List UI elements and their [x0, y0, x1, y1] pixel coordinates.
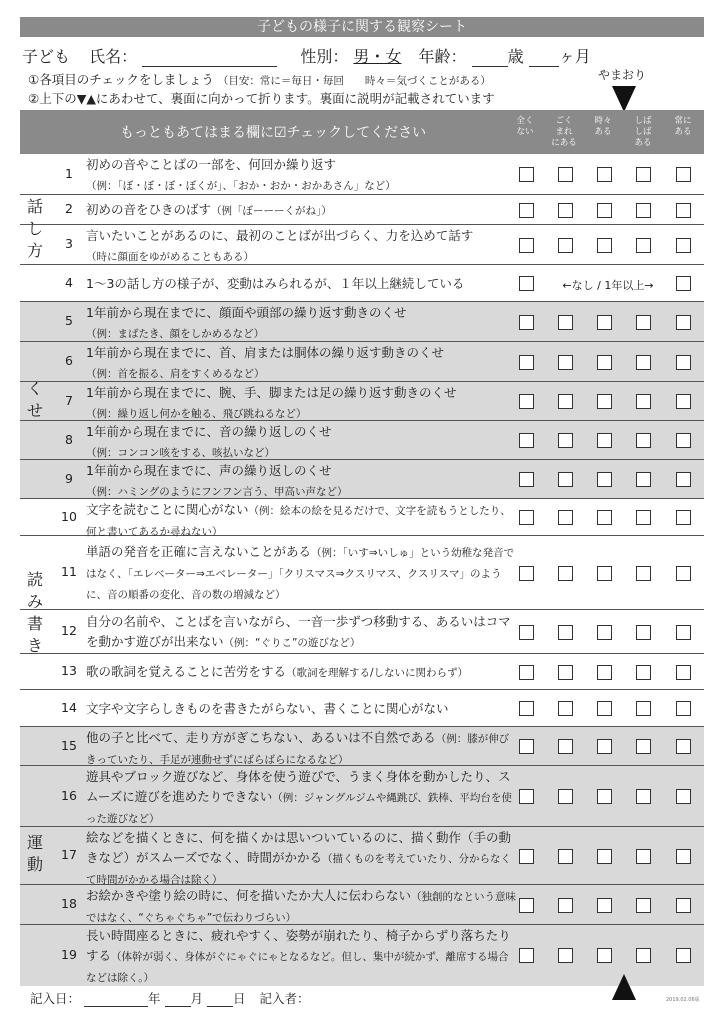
checkbox-never[interactable] — [519, 203, 534, 218]
item-main-text: 1年前から現在までに、腕、手、脚または足の繰り返す動きのくせ — [86, 385, 457, 400]
gender-label: 性別： — [300, 47, 349, 66]
table-row — [20, 342, 704, 382]
checkbox-often[interactable] — [636, 355, 651, 370]
checkbox-often[interactable] — [636, 394, 651, 409]
checkbox-always[interactable] — [676, 203, 691, 218]
checkbox-never[interactable] — [519, 701, 534, 716]
table-row — [20, 925, 704, 985]
age-label: 年齢： — [418, 47, 467, 66]
item-main-text: 初めの音をひきのばす — [86, 201, 212, 217]
item-number: 3 — [65, 236, 73, 251]
checkbox-always[interactable] — [676, 665, 691, 680]
checkbox-sometimes[interactable] — [597, 948, 612, 963]
item-number: 18 — [61, 896, 77, 911]
item-example-text: （時に顔面をゆがめることもある） — [86, 251, 254, 263]
duration-scale-text: ←なし / 1年以上→ — [562, 278, 654, 292]
checkbox-often[interactable] — [636, 566, 651, 581]
checkbox-rarely[interactable] — [558, 472, 573, 487]
item-number: 15 — [61, 737, 77, 753]
item-example-text: （独創的なという意味ではなく、“ぐちゃぐちゃ”で伝わりづらい） — [86, 891, 517, 924]
col-header-never: 全く ない — [516, 116, 534, 137]
checkbox-often[interactable] — [636, 849, 651, 864]
checkbox-never[interactable] — [519, 625, 534, 640]
item-example-text: （例：絵本の絵を見るだけで、文字を読もうとしたり、何と書いてあるか尋ねない） — [86, 505, 511, 538]
table-row — [20, 225, 704, 265]
item-main-text: 自分の名前や、ことばを言いながら、一音一歩ずつ移動する、あるいはコマを動かす遊びが出来ない — [86, 613, 511, 649]
instruction-1-text: ①各項目のチェックをしましょう — [28, 72, 214, 87]
item-example-text: （例：コンコン咳をする、咳払いなど） — [86, 447, 275, 459]
item-text — [86, 612, 516, 653]
checkbox-always[interactable] — [676, 849, 691, 864]
item-number: 9 — [65, 470, 73, 486]
checkbox-rarely[interactable] — [558, 566, 573, 581]
item-number: 14 — [61, 699, 77, 715]
checkbox-never[interactable] — [519, 510, 534, 525]
checkbox-always[interactable] — [676, 948, 691, 963]
checkbox-sometimes[interactable] — [597, 394, 612, 409]
item-main-text: 歌の歌詞を覚えることに苦労をする — [86, 663, 287, 679]
month-unit: 月 — [190, 991, 204, 1006]
checkbox-sometimes[interactable] — [597, 625, 612, 640]
table-row — [20, 421, 704, 460]
checkbox-never[interactable] — [519, 433, 534, 448]
item-text — [86, 274, 516, 294]
item-main-text: 1年前から現在までに、音の繰り返しのくせ — [86, 424, 332, 439]
checkbox-often[interactable] — [636, 238, 651, 253]
checkbox-rarely[interactable] — [558, 701, 573, 716]
item-main-text: 文字を読むことに関心がない — [86, 502, 249, 517]
item-text — [86, 542, 516, 605]
table-row — [20, 460, 704, 499]
entry-year-field[interactable] — [84, 988, 148, 1007]
item-main-text: 遊具やブロック遊びなど、身体を使う遊びで、うまく身体を動かしたり、スムーズに遊びを進めたりできない — [86, 769, 511, 804]
item-example-text: （例：首を振る、肩をすくめるなど） — [86, 368, 265, 380]
table-row — [20, 610, 704, 654]
item-number: 12 — [61, 623, 77, 638]
checkbox-never[interactable] — [519, 355, 534, 370]
checkbox-sometimes[interactable] — [597, 789, 612, 804]
item-number: 16 — [61, 787, 77, 803]
item-number: 6 — [65, 353, 73, 368]
instruction-1-note: （目安：常に＝毎日・毎回 時々＝気づくことがある） — [217, 75, 491, 87]
year-unit: 年 — [148, 991, 161, 1006]
entry-date-label: 記入日： — [30, 991, 81, 1006]
checkbox-sometimes[interactable] — [597, 203, 612, 218]
table-row — [20, 154, 704, 195]
checkbox-sometimes[interactable] — [597, 167, 612, 182]
checkbox-always[interactable] — [676, 510, 691, 525]
item-text — [86, 886, 516, 928]
fold-up-triangle-icon — [612, 974, 636, 1000]
section-label-habits: く せ — [26, 379, 43, 420]
checkbox-always[interactable] — [676, 739, 691, 754]
checkbox-never[interactable] — [519, 849, 534, 864]
item-text — [86, 926, 516, 988]
item-example-text: （描くものを考えていたり、分からなくて時間がかかる場合は除く） — [86, 853, 512, 886]
checkbox-rarely[interactable] — [558, 167, 573, 182]
fold-label: やまおり — [598, 68, 647, 82]
checkbox-never[interactable] — [519, 472, 534, 487]
checkbox-rarely[interactable] — [558, 315, 573, 330]
section-label-speech: 話 し 方 — [26, 197, 43, 260]
checkbox-rarely[interactable] — [558, 203, 573, 218]
age-years-field[interactable] — [472, 48, 508, 67]
item-number: 17 — [61, 847, 77, 862]
checkbox-sometimes[interactable] — [597, 510, 612, 525]
checkbox-always[interactable] — [676, 355, 691, 370]
checkbox-rarely[interactable] — [558, 625, 573, 640]
col-header-always: 常に ある — [674, 116, 692, 137]
table-row — [20, 265, 704, 302]
checkbox-rarely[interactable] — [558, 849, 573, 864]
item-example-text: （例：繰り返し何かを触る、飛び跳ねるなど） — [86, 408, 307, 420]
item-example-text: （例「ぼーーーくがね」） — [211, 204, 332, 217]
table-row — [20, 885, 704, 925]
item-main-text: お絵かきや塗り絵の時に、何を描いたか大人に伝わらない — [86, 888, 412, 903]
item-main-text: 1年前から現在までに、顔面や頭部の繰り返す動きのくせ — [86, 305, 407, 320]
table-row — [20, 727, 704, 766]
section-label-reading: 読 み 書 き — [26, 570, 43, 655]
item-main-text: 単語の発音を正確に言えないことがある — [86, 543, 312, 559]
sheet-title: 子どもの様子に関する観察シート — [20, 17, 704, 37]
item-text — [86, 383, 516, 424]
col-header-sometimes: 時々 ある — [594, 116, 612, 137]
checkbox-sometimes[interactable] — [597, 566, 612, 581]
checkbox-never[interactable] — [519, 948, 534, 963]
section-label-motor: 運 動 — [26, 833, 43, 874]
checkbox-never[interactable] — [519, 238, 534, 253]
checkbox-often[interactable] — [636, 665, 651, 680]
checkbox-always[interactable] — [676, 433, 691, 448]
item-example-text: （例：「ぼ・ぼ・ぼ・ぼくが」、「おか・おか・おかあさん」など） — [86, 180, 396, 192]
checkbox-sometimes[interactable] — [597, 849, 612, 864]
table-row — [20, 302, 704, 342]
item-text — [86, 728, 516, 770]
checkbox-often[interactable] — [636, 433, 651, 448]
item-text — [86, 767, 516, 829]
item-text — [86, 155, 516, 196]
checkbox-rarely[interactable] — [558, 898, 573, 913]
checkbox-often[interactable] — [636, 948, 651, 963]
checkbox-sometimes[interactable] — [597, 238, 612, 253]
item-main-text: 長い時間座るときに、疲れやすく、姿勢が崩れたり、椅子からずり落ちたりする — [86, 928, 511, 963]
item-text — [86, 662, 516, 683]
checkbox-never[interactable] — [519, 566, 534, 581]
checkbox-never[interactable] — [519, 167, 534, 182]
checkbox-always[interactable] — [676, 625, 691, 640]
table-row — [20, 766, 704, 827]
name-field[interactable] — [142, 48, 277, 67]
item-text — [86, 303, 516, 344]
checkbox-always[interactable] — [676, 789, 691, 804]
table-row — [20, 382, 704, 421]
years-unit: 歳 — [507, 47, 524, 66]
checkbox-often[interactable] — [636, 701, 651, 716]
item-main-text: 文字や文字らしきものを書きたがらない、書くことに関心がない — [86, 700, 449, 716]
item-number: 19 — [61, 946, 77, 962]
item-number: 11 — [61, 564, 77, 579]
checkbox-never[interactable] — [519, 739, 534, 754]
item-example-text: （例：「いす⇒いしゅ」という幼稚な発音ではなく、「エレベーター⇒エベレーター」「クリスマス⇒クスリマス、クスリスマ」のように、音の順番の変化、音の数の増減など） — [86, 546, 515, 601]
col-header-often: しば しば ある — [634, 116, 652, 148]
day-unit: 日 — [233, 991, 246, 1006]
checkbox-rarely[interactable] — [558, 394, 573, 409]
item-text — [86, 422, 516, 463]
item-text — [86, 461, 516, 502]
checkbox-never[interactable] — [519, 394, 534, 409]
checkbox-often[interactable] — [636, 203, 651, 218]
footer — [30, 988, 310, 1007]
item-main-text: 1年前から現在までに、首、肩または胴体の繰り返す動きのくせ — [86, 345, 444, 360]
col-header-rarely: ごく まれ にある — [551, 116, 577, 148]
item-example-text: （体幹が弱く、身体がぐにゃぐにゃとなるなど。但し、集中が続かず、離席する場合などは除く。） — [86, 951, 509, 984]
item-example-text: （例：“ぐりこ”の遊びなど） — [223, 636, 361, 649]
checkbox-sometimes[interactable] — [597, 355, 612, 370]
checkbox-rarely[interactable] — [558, 510, 573, 525]
instruction-2: ②上下の▼▲にあわせて、裏面に向かって折ります。裏面に説明が記載されています — [28, 91, 495, 106]
table-row — [20, 195, 704, 225]
checkbox-rarely[interactable] — [558, 789, 573, 804]
table-row — [20, 827, 704, 885]
item-text — [86, 226, 516, 267]
table-row — [20, 536, 704, 610]
checkbox-rarely[interactable] — [558, 948, 573, 963]
instruction-1 — [28, 70, 491, 88]
checkbox-often[interactable] — [636, 898, 651, 913]
item-text — [86, 828, 516, 890]
item-number: 8 — [65, 431, 73, 447]
table-row — [20, 499, 704, 536]
table-row — [20, 690, 704, 727]
checkbox-always[interactable] — [676, 238, 691, 253]
checkbox-often[interactable] — [636, 510, 651, 525]
checkbox-rarely[interactable] — [558, 355, 573, 370]
item-number: 13 — [61, 663, 77, 678]
item-main-text: 言いたいことがあるのに、最初のことばが出づらく、力を込めて話す — [86, 228, 474, 243]
checkbox-often[interactable] — [636, 315, 651, 330]
checkbox-always[interactable] — [676, 898, 691, 913]
item-number: 5 — [65, 313, 73, 328]
fold-down-triangle-icon — [612, 86, 636, 112]
checkbox-rarely[interactable] — [558, 238, 573, 253]
item-number: 10 — [61, 508, 77, 524]
checkbox-sometimes[interactable] — [597, 315, 612, 330]
checkbox-never[interactable] — [519, 665, 534, 680]
months-unit: ヶ月 — [558, 47, 591, 66]
checkbox-always[interactable] — [676, 167, 691, 182]
checkbox-often[interactable] — [636, 167, 651, 182]
checkbox-always[interactable] — [676, 701, 691, 716]
checkbox-sometimes[interactable] — [597, 433, 612, 448]
checkbox-often[interactable] — [636, 472, 651, 487]
item-number: 7 — [65, 392, 73, 408]
item-example-text: （歌詞を理解する/しないに関わらず） — [286, 666, 469, 679]
entry-day-field[interactable] — [207, 988, 233, 1007]
checkbox-rarely[interactable] — [558, 665, 573, 680]
checkbox-always[interactable] — [676, 566, 691, 581]
checkbox-sometimes[interactable] — [597, 472, 612, 487]
checkbox-rarely[interactable] — [558, 739, 573, 754]
checkbox-never[interactable] — [519, 898, 534, 913]
item-number: 4 — [65, 274, 73, 290]
checkbox-always[interactable] — [676, 315, 691, 330]
item-text — [86, 200, 516, 221]
header-title: もっともあてはまる欄に☑チェックしてください — [120, 125, 427, 141]
checkbox-sometimes[interactable] — [597, 739, 612, 754]
checkbox-sometimes[interactable] — [597, 665, 612, 680]
checkbox-always[interactable] — [676, 394, 691, 409]
item-main-text: 絵などを描くときに、何を描くかは思いついているのに、描く動作（手の動きなど）がスムーズでなく、時間がかかる — [86, 830, 512, 865]
checkbox-often[interactable] — [636, 739, 651, 754]
checkbox-often[interactable] — [636, 625, 651, 640]
gender-options[interactable]: 男・女 — [353, 47, 402, 66]
checkbox-never[interactable] — [519, 789, 534, 804]
item-main-text: 1〜3の話し方の様子が、変動はみられるが、１年以上継続している — [86, 275, 465, 291]
item-number: 1 — [65, 165, 73, 181]
item-number: 2 — [65, 201, 73, 216]
checkbox-sometimes[interactable] — [597, 701, 612, 716]
child-info-line — [22, 44, 591, 67]
age-months-field[interactable] — [529, 48, 559, 67]
checkbox-rarely[interactable] — [558, 433, 573, 448]
entry-month-field[interactable] — [165, 988, 191, 1007]
child-label: 子ども — [22, 47, 71, 66]
checkbox-over-one-year[interactable] — [676, 276, 691, 291]
checkbox-always[interactable] — [676, 472, 691, 487]
item-example-text: （例：ジャングルジムや縄跳び、鉄棒、平均台を使った遊びなど） — [86, 792, 512, 825]
table-row — [20, 654, 704, 690]
checkbox-none[interactable] — [519, 276, 534, 291]
checkbox-never[interactable] — [519, 315, 534, 330]
name-label: 氏名： — [89, 47, 138, 66]
checkbox-often[interactable] — [636, 789, 651, 804]
item-main-text: 初めの音やことばの一部を、何回か繰り返す — [86, 157, 337, 172]
recorder-label: 記入者： — [259, 991, 310, 1006]
item-text — [86, 699, 516, 719]
version-code: 2019.02.06版 — [666, 997, 700, 1003]
item-main-text: 1年前から現在までに、声の繰り返しのくせ — [86, 463, 332, 478]
checkbox-sometimes[interactable] — [597, 898, 612, 913]
item-text — [86, 343, 516, 384]
item-example-text: （例：ハミングのようにフンフン言う、甲高い声など） — [86, 486, 348, 498]
item-main-text: 他の子と比べて、走り方がぎこちない、あるいは不自然である — [86, 730, 436, 745]
table-header — [20, 110, 704, 154]
item-example-text: （例：膝が伸びきっていたり、手足が連動せずにばらばらになるなど） — [86, 733, 510, 766]
item-example-text: （例：まばたき、顔をしかめるなど） — [86, 328, 265, 340]
